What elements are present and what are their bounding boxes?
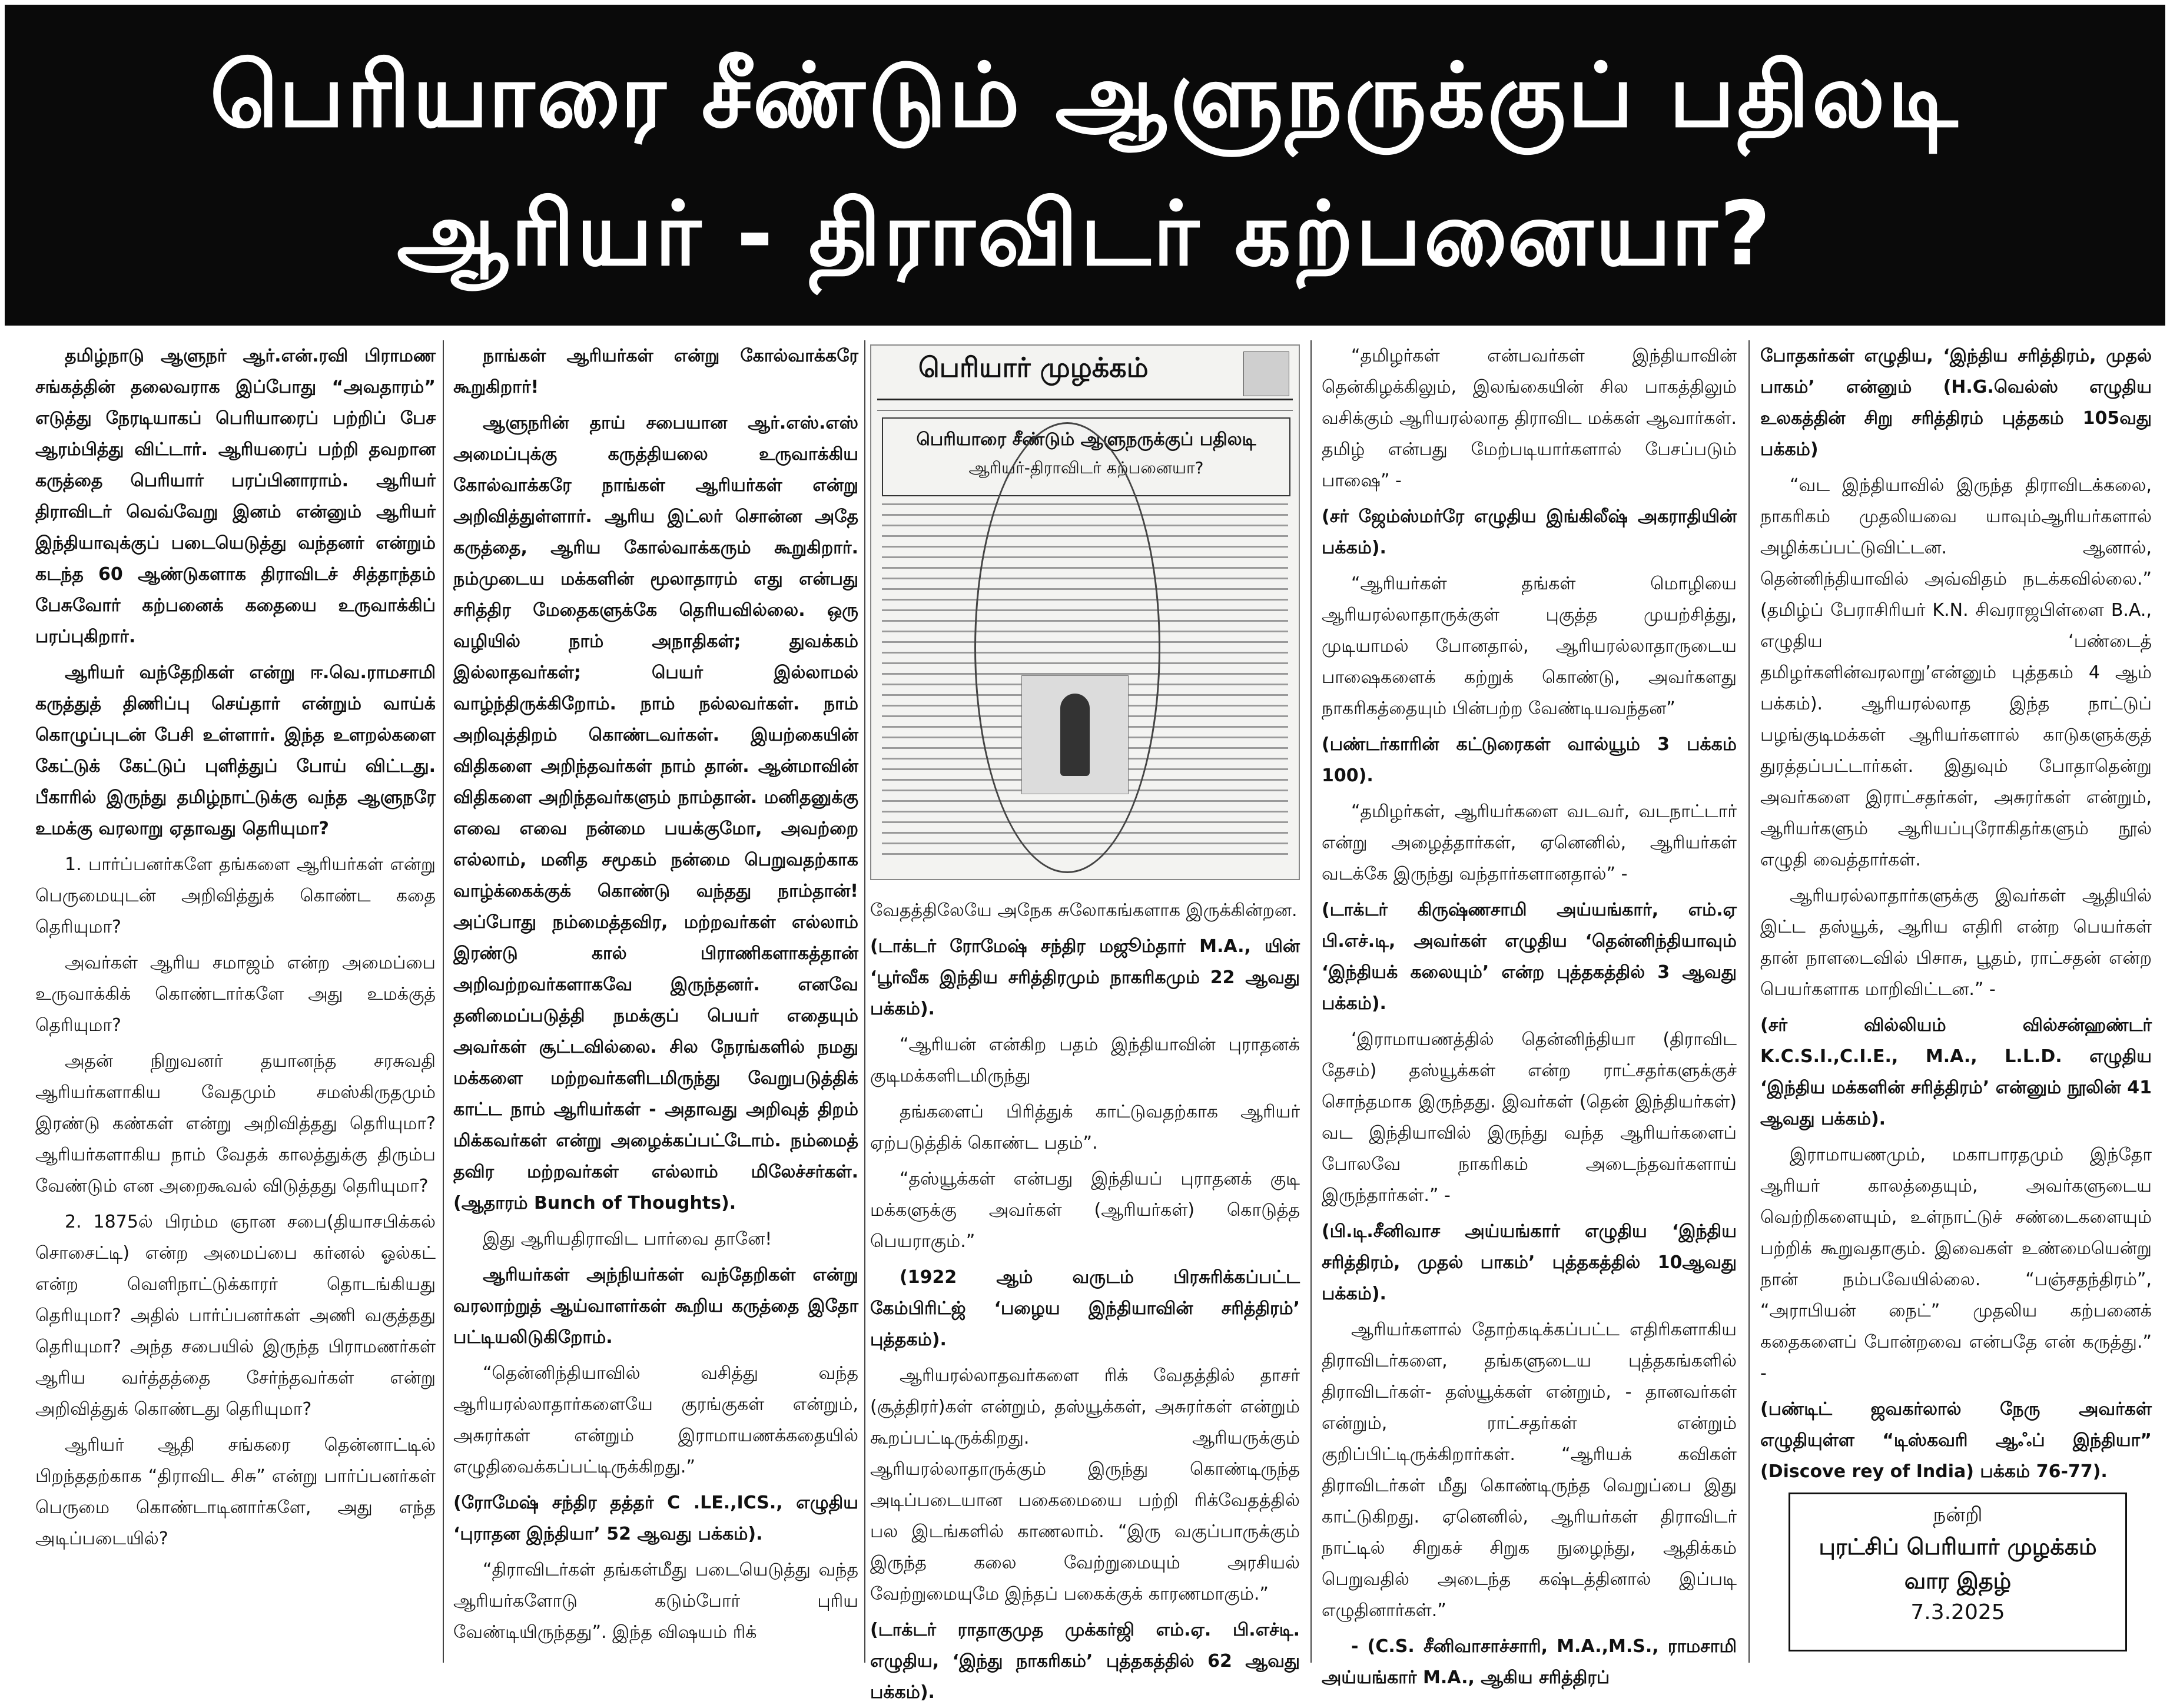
quote: “தமிழர்கள் என்பவர்கள் இந்தியாவின் தென்கிழக்கிலும், இலங்கையின் சில பாகத்திலும் வசிக்கும் ஆரியரல்லாத திராவிட மக்கள் ஆவார்கள். தமிழ் என்பது மேற்படியார்களால் பேசப்படும் பாஷை” - [1322,346,1737,491]
source-date: 7.3.2025 [1910,1600,2005,1624]
paragraph: ஆரியர் ஆதி சங்கரை தென்னாட்டில் பிறந்ததற்காக “திராவிட சிசு” என்று பார்ப்பனர்கள் பெருமை கொண்டாடினார்களே, அது எந்த அடிப்படையில்? [35,1435,436,1549]
subheading: நாங்கள் ஆரியர்கள் என்று கோல்வாக்கரே கூறுகிறார்! [453,346,858,397]
column-rule [864,340,865,1663]
citation: (சர் ஜேம்ஸ்மர்ரே எழுதிய இங்கிலீஷ் அகராதியின் பக்கம்). [1322,506,1737,558]
highlight-circle [974,422,1160,873]
citation: (பி.டி.சீனிவாச அய்யங்கார் எழுதிய ‘இந்திய சரித்திரம், முதல் பாகம்’ புத்தகத்தில் 10ஆவது பக்கம்). [1322,1221,1737,1304]
paragraph: 2. 1875ல் பிரம்ம ஞான சபை(தியாசபிக்கல் சொசைட்டி) என்ற அமைப்பை கர்னல் ஓல்கட் என்ற வெளிநாட்டுக்காரர் தொடங்கியது தெரியுமா? அதில் பார்ப்பனர்கள் அணி வகுத்தது தெரியுமா? அந்த சபையில் இருந்த பிராமணர்கள் ஆரிய வர்த்தத்தை சேர்ந்தவர்கள் என்று அறிவித்துக் கொண்டது தெரியுமா? [35,1212,436,1420]
paragraph: ஆரியர் வந்தேறிகள் என்று ஈ.வெ.ராமசாமி கருத்துத் திணிப்பு செய்தார் என்றும் வாய்க் கொழுப்புடன் பேசி உள்ளார். இந்த உளறல்களை கேட்டுக் கேட்டுப் புளித்துப் போய் விட்டது. பீகாரில் இருந்து தமிழ்நாட்டுக்கு வந்த ஆளுநரே உமக்கு வரலாறு ஏதாவது தெரியுமா? [35,662,436,839]
citation: (டாக்டர் ரோமேஷ் சந்திர மஜூம்தார் M.A., யின் ‘பூர்வீக இந்திய சரித்திரமும் நாகரிகமும் 22 ஆவது பக்கம்). [870,936,1300,1019]
quote: “ஆரியன் என்கிற பதம் இந்தியாவின் புராதனக் குடிமக்களிடமிருந்து [870,1034,1300,1086]
thanks-box [1789,1493,2127,1651]
clipping-date-strip [877,402,1293,411]
headline-line-1: பெரியாரை சீண்டும் ஆளுநருக்குப் பதிலடி [210,44,1960,147]
quote: ‘இராமாயணத்தில் தென்னிந்தியா (திராவிட தேசம்) தஸ்யூக்கள் என்ற ராட்சதர்களுக்குச் சொந்தமாக இருந்தது. இவர்கள் (தென் இந்தியர்கள்) வட இந்தியாவில் இருந்து வந்த ஆரியர்களைப் போலவே நாகரிகம் அடைந்தவர்களாய் இருந்தார்கள்.” - [1322,1029,1737,1206]
citation: (பண்டர்காரின் கட்டுரைகள் வால்யூம் 3 பக்கம் 100). [1322,734,1737,786]
source-type: வார இதழ் [1904,1568,2012,1594]
quote: தங்களைப் பிரித்துக் காட்டுவதற்காக ஆரியர் ஏற்படுத்திக் கொண்ட பதம்”. [870,1102,1300,1153]
article-column-1 [35,340,436,1665]
article-column-3 [870,895,1300,1703]
subheading: ஆரியர்கள் அந்நியர்கள் வந்தேறிகள் என்று வரலாற்றுத் ஆய்வாளர்கள் கூறிய கருத்தை இதோ பட்டியலிடுகிறோம். [453,1265,858,1348]
quote: “திராவிடர்கள் தங்கள்மீது படையெடுத்து வந்த ஆரியர்களோடு கடும்போர் புரிய வேண்டியிருந்தது”. இந்த விஷயம் ரிக் [453,1560,858,1643]
thanks-label: நன்றி [1933,1503,1983,1527]
quote: “தமிழர்கள், ஆரியர்களை வடவர், வடநாட்டார் என்று அழைத்தார்கள், ஏனெனில், ஆரியர்கள் வடக்கே இருந்து வந்தார்களானதால்” - [1322,801,1737,884]
paragraph: அதன் நிறுவனர் தயானந்த சரசுவதி ஆரியர்களாகிய வேதமும் சமஸ்கிருதமும் இரண்டு கண்கள் என்று அறிவித்தது தெரியுமா? ஆரியர்களாகிய நாம் வேதக் காலத்துக்கு திரும்ப வேண்டும் என அறைகூவல் விடுத்தது தெரியுமா? [35,1051,436,1196]
citation: போதகர்கள் எழுதிய, ‘இந்திய சரித்திரம், முதல் பாகம்’ என்னும் (H.G.வெல்ஸ் எழுதிய உலகத்தின் சிறு சரித்திரம் புத்தகம் 105வது பக்கம்) [1760,346,2152,460]
headline-banner [5,5,2165,326]
clipping-headline-1: பெரியாரை சீண்டும் ஆளுநருக்குப் பதிலடி [916,429,1256,450]
citation: (டாக்டர் கிருஷ்ணசாமி அய்யங்கார், எம்.ஏ பி.எச்.டி, அவர்கள் எழுதிய ‘தென்னிந்தியாவும் ‘இந்தியக் கலையும்’ என்ற புத்தகத்தில் 3 ஆவது பக்கம்). [1322,900,1737,1014]
paragraph: ஆரியர்களால் தோற்கடிக்கப்பட்ட எதிரிகளாகிய திராவிடர்களை, தங்களுடைய புத்தகங்களில் திராவிடர்கள்- தஸ்யூக்கள் என்றும், - தானவர்கள் என்றும், ராட்சதர்கள் என்றும் குறிப்பிட்டிருக்கிறார்கள். “ஆரியக் கவிகள் திராவிடர்கள் மீது கொண்டிருந்த வெறுப்பை இது காட்டுகிறது. ஏனெனில், ஆரியர்கள் திராவிடர் நாட்டில் சிறுகச் சிறுக நுழைந்து, ஆதிக்கம் பெறுவதில் அடைந்த கஷ்டத்தினால் இப்படி எழுதினார்கள்.” [1322,1319,1737,1621]
column-rule [1310,340,1312,1663]
quote: “தஸ்யூக்கள் என்பது இந்தியப் புராதனக் குடி மக்களுக்கு அவர்கள் (ஆரியர்கள்) கொடுத்த பெயராகும்.” [870,1169,1300,1252]
paragraph: வேதத்திலேயே அநேக சுலோகங்களாக இருக்கின்றன. [870,900,1298,921]
paragraph: ஆரியரல்லாதவர்களை ரிக் வேதத்தில் தாசர் (சூத்திரர்)கள் என்றும், தஸ்யூக்கள், அசுரர்கள் என்றும் கூறப்பட்டிருக்கிறது. ஆரியருக்கும் ஆரியரல்லாதாருக்கும் இருந்து கொண்டிருந்த அடிப்படையான பகைமையை பற்றி ரிக்வேதத்தில் பல இடங்களில் காணலாம். “இரு வகுப்பாருக்கும் இருந்த கலை வேற்றுமையும் அரசியல் வேற்றுமையுமே இந்தப் பகைக்குக் காரணமாகும்.” [870,1365,1300,1604]
source-publication: புரட்சிப் பெரியார் முழக்கம் [1819,1534,2097,1560]
column-rule [443,340,444,1663]
clipping-masthead-title: பெரியார் முழக்கம் [918,351,1149,383]
citation: (சர் வில்லியம் வில்சன்ஹண்டர் K.C.S.I.,C.I.E., M.A., L.L.D. எழுதிய ‘இந்திய மக்களின் சரித்திரம்’ என்னும் நூலின் 41 ஆவது பக்கம்). [1760,1015,2152,1129]
paragraph: ஆளுநரின் தாய் சபையான ஆர்.எஸ்.எஸ் அமைப்புக்கு கருத்தியலை உருவாக்கிய கோல்வாக்கரே நாங்கள் ஆரியர்கள் என்று அறிவித்துள்ளார். ஆரிய இட்லர் சொன்ன அதே கருத்தை, ஆரிய கோல்வாக்கரும் கூறுகிறார். நம்முடைய மக்களின் மூலாதாரம் எது என்பது சரித்திர மேதைகளுக்கே தெரியவில்லை. ஒரு வழியில் நாம் அநாதிகள்; துவக்கம் இல்லாதவர்கள்; பெயர் இல்லாமல் வாழ்ந்திருக்கிறோம். நாம் நல்லவர்கள். நாம் அறிவுத்திறம் கொண்டவர்கள். இயற்கையின் விதிகளை அறிந்தவர்கள் நாம் தான். ஆன்மாவின் விதிகளை அறிந்தவர்களும் நாம்தான். மனிதனுக்கு எவை எவை நன்மை பயக்குமோ, அவற்றை எல்லாம், மனித சமூகம் நன்மை பெறுவதற்காக வாழ்க்கைக்குக் கொண்டு வந்தது நாம்தான்! அப்போது நம்மைத்தவிர, மற்றவர்கள் எல்லாம் இரண்டு கால் பிராணிகளாகத்தான் அறிவற்றவர்களாகவே இருந்தனர். எனவே தனிமைப்படுத்தி நமக்குப் பெயர் எதையும் அவர்கள் சூட்டவில்லை. சில நேரங்களில் நமது மக்களை மற்றவர்களிடமிருந்து வேறுபடுத்திக் காட்ட நாம் ஆரியர்கள் - அதாவது அறிவுத் திறம் மிக்கவர்கள் என்று அழைக்கப்பட்டோம். நம்மைத் தவிர மற்றவர்கள் எல்லாம் மிலேச்சர்கள். (ஆதாரம் Bunch of Thoughts). [453,413,858,1213]
clipping-masthead [877,351,1293,400]
paragraph: 1. பார்ப்பனர்களே தங்களை ஆரியர்கள் என்று பெருமையுடன் அறிவித்துக் கொண்ட கதை தெரியுமா? [35,854,436,937]
paragraph: இது ஆரியதிராவிட பார்வை தானே! [483,1229,772,1249]
citation: (1922 ஆம் வருடம் பிரசுரிக்கப்பட்ட கேம்பிரிட்ஜ் ‘பழைய இந்தியாவின் சரித்திரம்’ புத்தகம்). [870,1267,1300,1350]
paragraph: தமிழ்நாடு ஆளுநர் ஆர்.என்.ரவி பிராமண சங்கத்தின் தலைவராக இப்போது “அவதாரம்” எடுத்து நேரடியாகப் பெரியாரைப் பற்றிப் பேச ஆரம்பித்து விட்டார். ஆரியரைப் பற்றி தவறான கருத்தை பெரியார் பரப்பினாராம். ஆரியர் திராவிடர் வெவ்வேறு இனம் என்னும் ஆரியர் இந்தியாவுக்குப் படையெடுத்து வந்தனர் என்றும் கடந்த 60 ஆண்டுகளாக திராவிடச் சித்தாந்தம் பேசுவோர் கற்பனைக் கதையை உருவாக்கிப் பரப்புகிறார். [35,346,436,647]
paragraph: ஆரியரல்லாதார்களுக்கு இவர்கள் ஆதியில் இட்ட தஸ்யூக், ஆரிய எதிரி என்ற பெயர்கள் தான் நாளடைவில் பிசாசு, பூதம், ராட்சதன் என்ற பெயர்களாக மாறிவிட்டன.” - [1760,885,2152,1000]
headline-line-2: ஆரியர் - திராவிடர் கற்பனையா? [397,183,1773,286]
citation: (ரோமேஷ் சந்திர தத்தர் C .LE.,ICS., எழுதிய ‘புராதன இந்தியா’ 52 ஆவது பக்கம்). [453,1493,858,1544]
quote: “ஆரியர்கள் தங்கள் மொழியை ஆரியரல்லாதாருக்குள் புகுத்த முயற்சித்து, முடியாமல் போனதால், ஆரியரல்லாதாருடைய பாஷைகளைக் கற்றுக் கொண்டு, அவர்களது நாகரிகத்தையும் பின்பற்ற வேண்டியவந்தன” [1322,573,1737,719]
citation: - (C.S. சீனிவாசாச்சாரி, M.A.,M.S., ராமசாமி அய்யங்கார் M.A., ஆகிய சரித்திரப் [1322,1636,1737,1688]
clipping-headline-2: ஆரியர்-திராவிடர் கற்பனையா? [968,458,1204,477]
column-rule [1748,340,1750,1663]
article-column-4 [1322,340,1737,1688]
citation: (பண்டிட் ஜவகர்லால் நேரு அவர்கள் எழுதியுள்ள “டிஸ்கவரி ஆஃப் இந்தியா” (Discove rey of India) பக்கம் 76-77). [1760,1399,2152,1482]
paragraph: அவர்கள் ஆரிய சமாஜம் என்ற அமைப்பை உருவாக்கிக் கொண்டார்களே அது உமக்குத் தெரியுமா? [35,953,436,1036]
article-column-5 [1760,340,2152,1482]
quote: “வட இந்தியாவில் இருந்த திராவிடக்கலை, நாகரிகம் முதலியவை யாவும்ஆரியர்களால் அழிக்கப்பட்டுவிட்டன. ஆனால், தென்னிந்தியாவில் அவ்விதம் நடக்கவில்லை.” (தமிழ்ப் பேராசிரியர் K.N. சிவராஜபிள்ளை B.A., எழுதிய ‘பண்டைத் தமிழர்களின்வரலாறு’என்னும் புத்தகம் 4 ஆம் பக்கம்). ஆரியரல்லாத இந்த நாட்டுப் பழங்குடிமக்கள் ஆரியர்களால் காடுகளுக்குத் துரத்தப்பட்டார்கள். இதுவும் போதாதென்று அவர்களை இராட்சதர்கள், அசுரர்கள் என்றும், ஆரியர்களும் ஆரியப்புரோகிதர்களும் நூல் எழுதி வைத்தார்கள். [1760,475,2152,870]
article-column-2 [453,340,858,1665]
citation: (டாக்டர் ராதாகுமுத முக்கர்ஜி எம்.ஏ. பி.எச்டி. எழுதிய, ‘இந்து நாகரிகம்’ புத்தகத்தில் 62 ஆவது பக்கம்). [870,1620,1300,1703]
quote: “தென்னிந்தியாவில் வசித்து வந்த ஆரியரல்லாதார்களையே குரங்குகள் என்றும், அசுரர்கள் என்றும் இராமாயணக்கதையில் எழுதிவைக்கப்பட்டிருக்கிறது.” [453,1363,858,1477]
paragraph: இராமாயணமும், மகாபாரதமும் இந்தோ ஆரியர் காலத்தையும், அவர்களுடைய வெற்றிகளையும், உள்நாட்டுச் சண்டைகளையும் பற்றிக் கூறுவதாகும். இவைகள் உண்மையென்று நான் நம்பவேயில்லை. “பஞ்சதந்திரம்”, “அராபியன் நைட்” முதலிய கற்பனைக் கதைகளைப் போன்றவை என்பதே என் கருத்து.” - [1760,1145,2152,1384]
portrait-image [1243,351,1289,396]
newspaper-clipping-image [870,344,1300,880]
